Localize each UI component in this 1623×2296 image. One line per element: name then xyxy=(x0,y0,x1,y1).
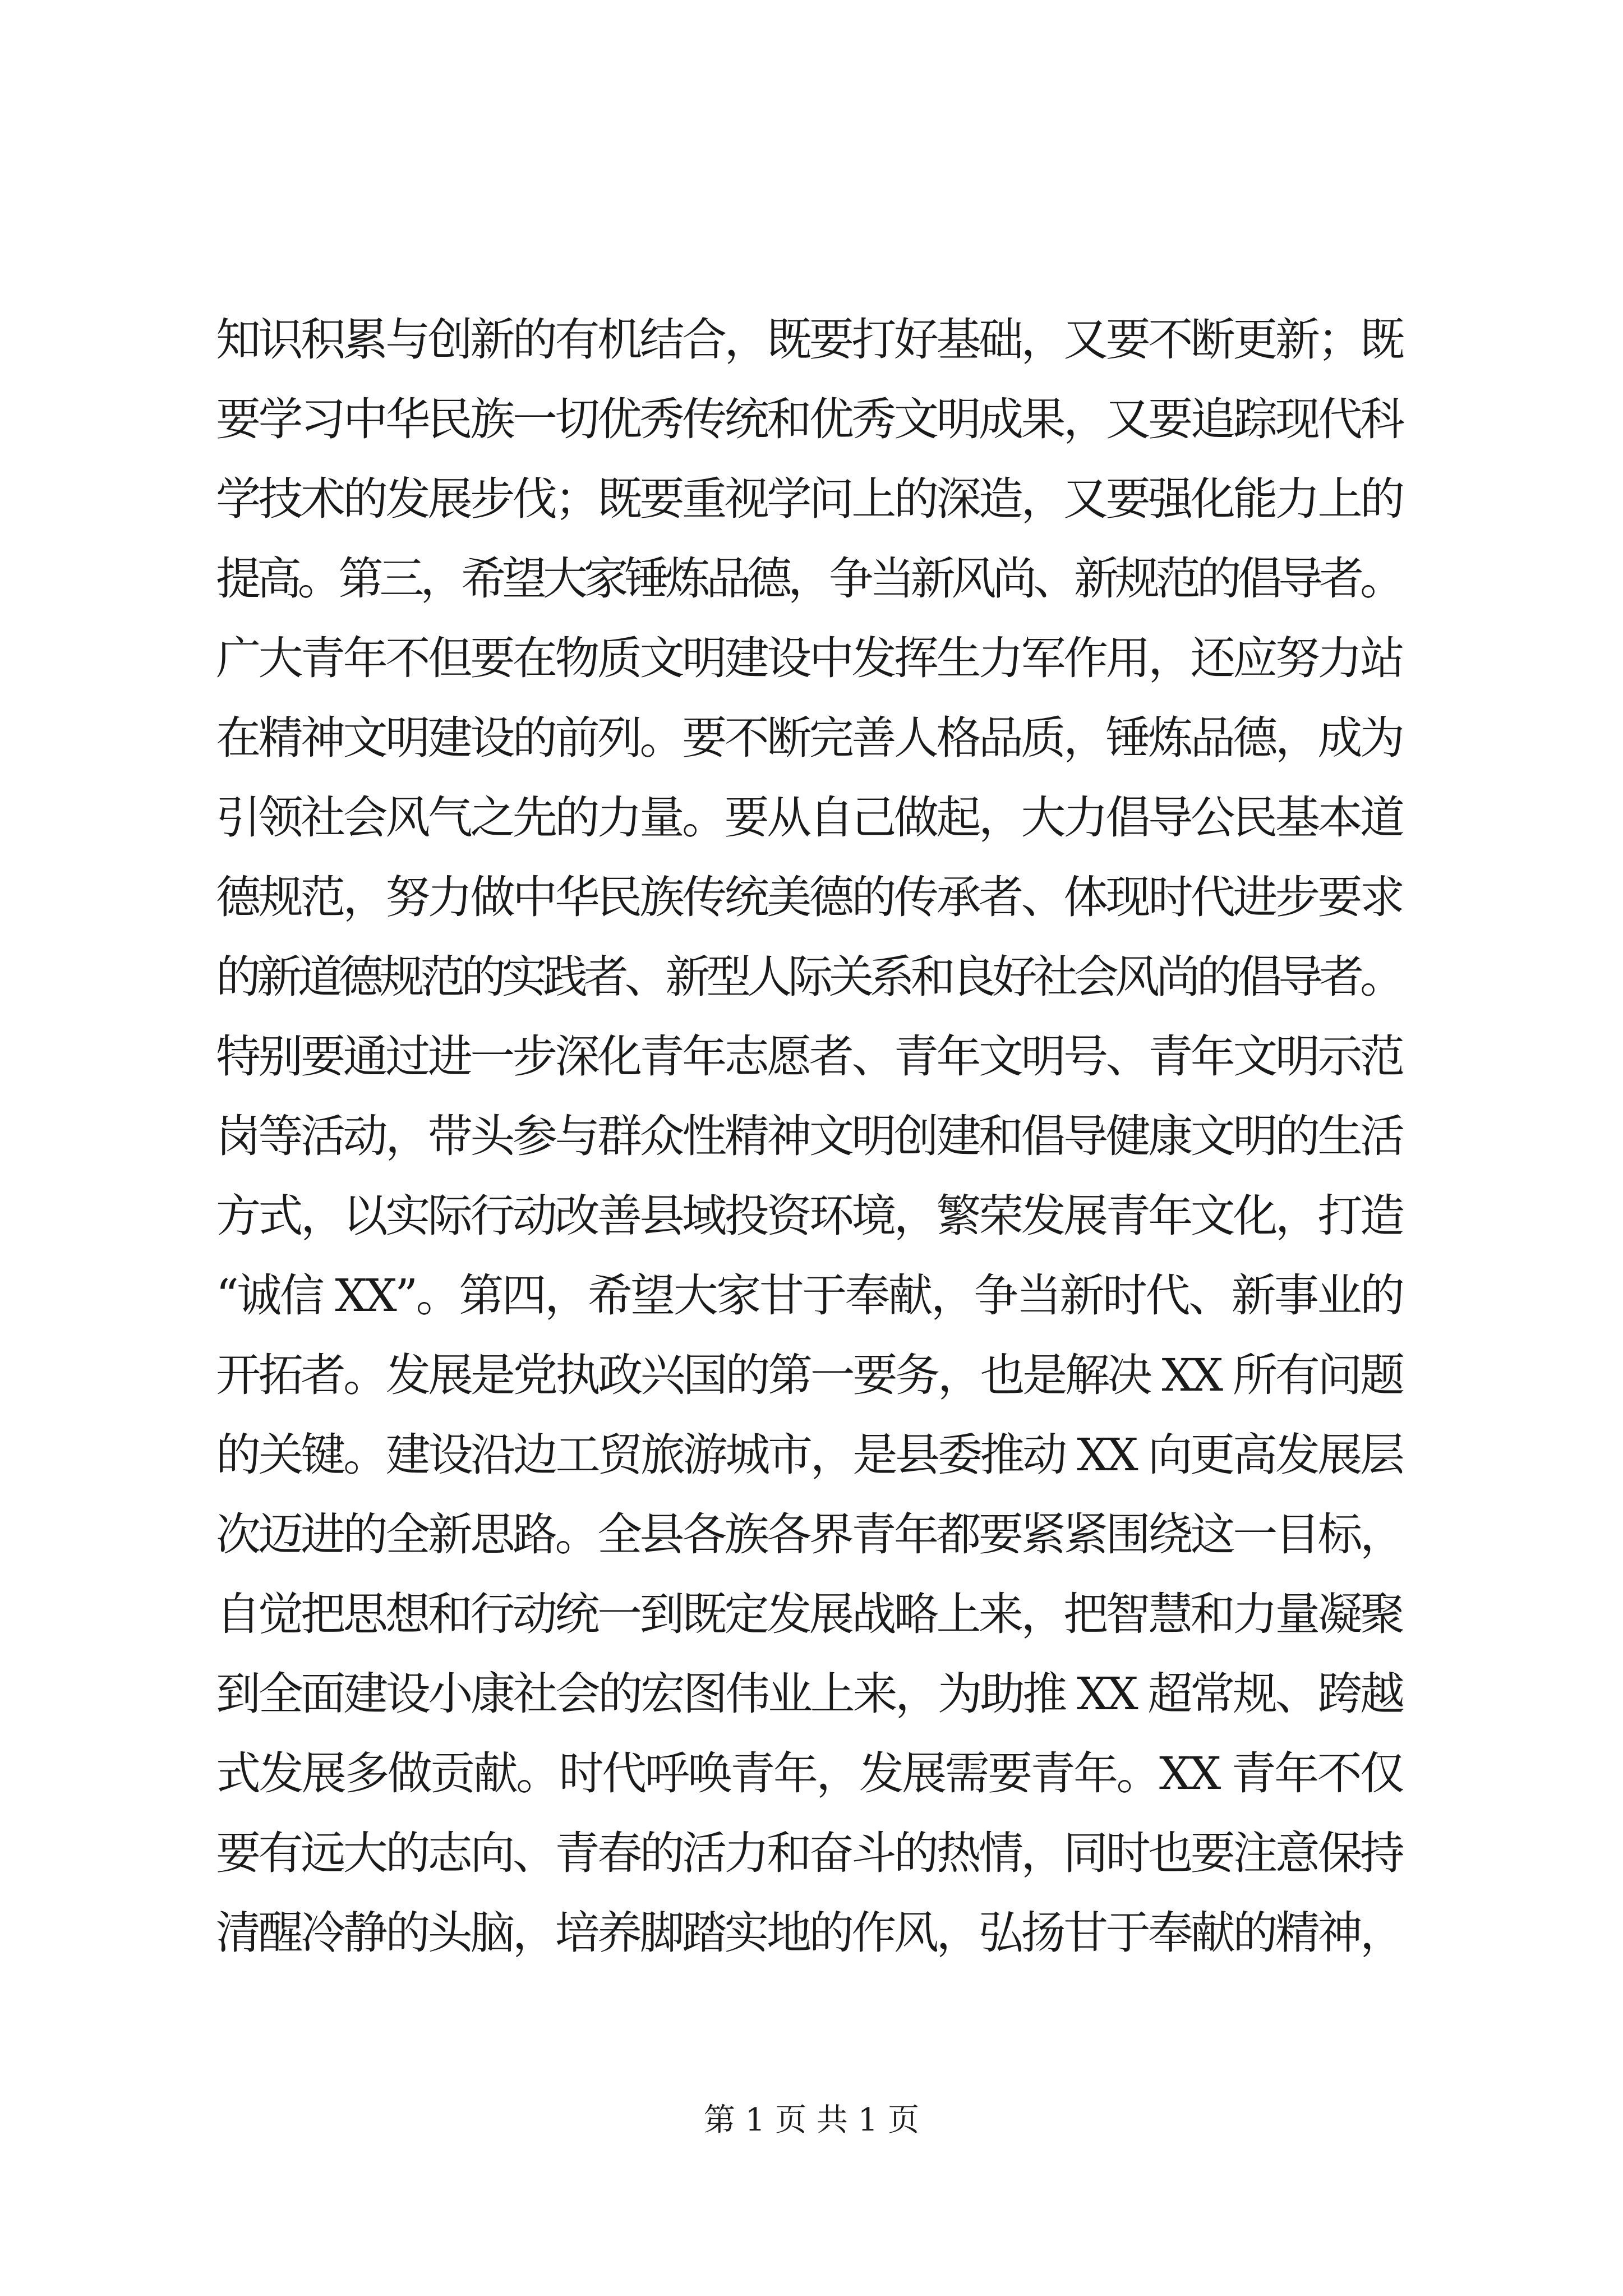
body-text xyxy=(216,300,1405,1973)
text-line: “诚信 XX”。第四，希望大家甘于奉献，争当新时代、新事业的 xyxy=(216,1269,1403,1322)
text-line: 次迈进的全新思路。全县各族各界青年都要紧紧围绕这一目标， xyxy=(216,1508,1403,1561)
text-line: 引领社会风气之先的力量。要从自己做起，大力倡导公民基本道 xyxy=(216,792,1403,844)
text-line: 到全面建设小康社会的宏图伟业上来，为助推 XX 超常规、跨越 xyxy=(216,1668,1403,1720)
text-line: 清醒冷静的头脑，培养脚踏实地的作风，弘扬甘于奉献的精神， xyxy=(216,1907,1403,1959)
text-line: 学技术的发展步伐；既要重视学问上的深造，又要强化能力上的 xyxy=(216,473,1403,525)
text-line: 开拓者。发展是党执政兴国的第一要务，也是解决 XX 所有问题 xyxy=(216,1349,1403,1401)
text-line: 德规范，努力做中华民族传统美德的传承者、体现时代进步要求 xyxy=(216,871,1403,923)
text-line: 方式，以实际行动改善县域投资环境，繁荣发展青年文化，打造 xyxy=(216,1190,1403,1242)
page-number-footer: 第 1 页 共 1 页 xyxy=(703,2102,920,2138)
text-line: 提高。第三，希望大家锤炼品德，争当新风尚、新规范的倡导者。 xyxy=(216,553,1401,605)
text-line: 要有远大的志向、青春的活力和奋斗的热情，同时也要注意保持 xyxy=(216,1827,1403,1879)
text-line: 要学习中华民族一切优秀传统和优秀文明成果，又要追踪现代科 xyxy=(216,393,1403,445)
text-line: 自觉把思想和行动统一到既定发展战略上来，把智慧和力量凝聚 xyxy=(216,1588,1403,1640)
text-line: 的关键。建设沿边工贸旅游城市，是县委推动 XX 向更高发展层 xyxy=(216,1429,1403,1481)
text-line: 特别要通过进一步深化青年志愿者、青年文明号、青年文明示范 xyxy=(216,1030,1403,1083)
text-line: 广大青年不但要在物质文明建设中发挥生力军作用，还应努力站 xyxy=(216,632,1403,684)
text-line: 知识积累与创新的有机结合，既要打好基础，又要不断更新；既 xyxy=(216,314,1403,366)
text-line: 岗等活动，带头参与群众性精神文明创建和倡导健康文明的生活 xyxy=(216,1110,1403,1162)
text-line: 式发展多做贡献。时代呼唤青年，发展需要青年。XX 青年不仅 xyxy=(216,1747,1403,1800)
text-line: 的新道德规范的实践者、新型人际关系和良好社会风尚的倡导者。 xyxy=(216,951,1401,1003)
text-line: 在精神文明建设的前列。要不断完善人格品质，锤炼品德，成为 xyxy=(216,712,1403,764)
